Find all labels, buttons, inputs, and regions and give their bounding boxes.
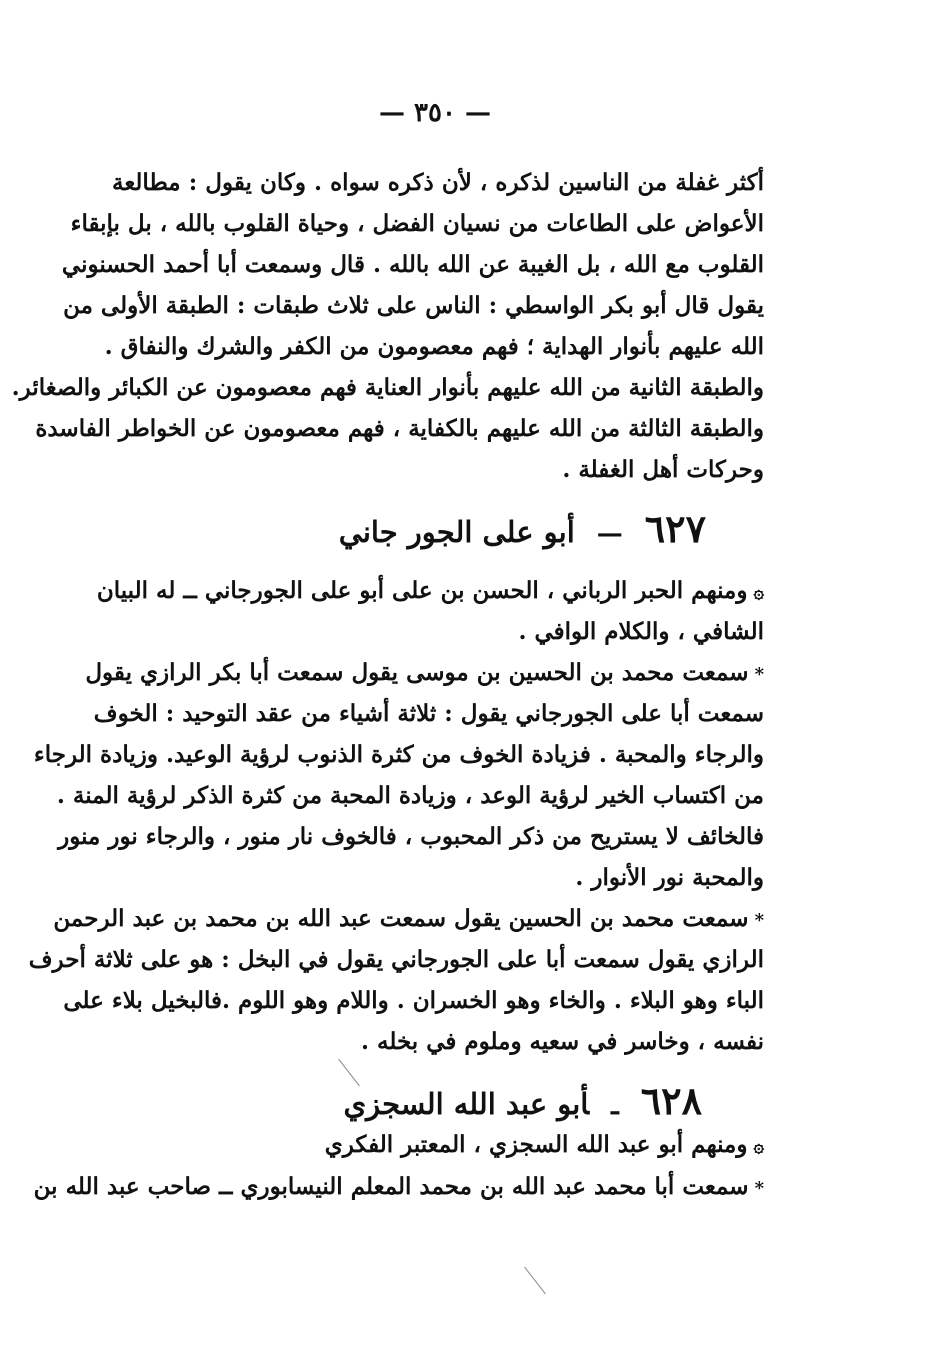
asterisk-icon: * — [754, 910, 764, 931]
section-dash: — — [596, 519, 623, 549]
section-heading-628 — [343, 1078, 702, 1123]
text-line-content: ومنهم الحبر الرباني ، الحسن بن على أبو على الجورجاني ــ له البيان — [96, 577, 748, 604]
paragraph-1 — [11, 162, 764, 490]
text-line: والرجاء والمحبة . فزيادة الخوف من كثرة الذنوب لرؤية الوعيد. وزيادة الرجاء — [33, 741, 764, 768]
text-line: والمحبة نور الأنوار . — [575, 864, 764, 891]
asterisk-icon: * — [754, 664, 764, 685]
text-line-content: ومنهم أبو عبد الله السجزي ، المعتبر الفكري — [324, 1131, 748, 1158]
text-line: وحركات أهل الغفلة . — [562, 456, 764, 483]
section-title: أبو عبد الله السجزي — [343, 1087, 590, 1121]
text-line — [112, 1124, 764, 1165]
text-line: أكثر غفلة من الناسين لذكره ، لأن ذكره سواه . وكان يقول : مطالعة — [112, 169, 764, 196]
paragraph-ornament-icon: ۞ — [753, 1136, 764, 1157]
paragraph-4 — [28, 898, 764, 1062]
paragraph-2 — [96, 570, 764, 652]
text-line — [53, 898, 764, 939]
paragraph-5 — [112, 1124, 764, 1165]
text-line: والطبقة الثانية من الله عليهم بأنوار العناية فهم معصومون عن الكبائر والصغائر. — [11, 374, 764, 401]
text-line-content: سمعت محمد بن الحسين بن موسى يقول سمعت أبا بكر الرازي يقول — [85, 659, 749, 686]
text-line: الشافي ، والكلام الوافي . — [518, 618, 764, 645]
text-line: القلوب مع الله ، بل الغيبة عن الله بالله . قال وسمعت أبا أحمد الحسنوني — [61, 251, 764, 278]
text-line: الباء وهو البلاء . والخاء وهو الخسران . واللام وهو اللوم .فالبخيل بلاء على — [63, 987, 764, 1014]
page-number: — ٣٥٠ — — [378, 98, 492, 128]
section-heading-627 — [339, 506, 706, 551]
text-line: من اكتساب الخير لرؤية الوعد ، وزيادة المحبة من كثرة الذكر لرؤية المنة . — [56, 782, 764, 809]
text-line: والطبقة الثالثة من الله عليهم بالكفاية ، فهم معصومون عن الخواطر الفاسدة — [35, 415, 764, 442]
scan-mark — [524, 1267, 546, 1294]
section-dash: ـ — [611, 1091, 619, 1121]
text-line: سمعت أبا على الجورجاني يقول : ثلاثة أشياء من عقد التوحيد : الخوف — [93, 700, 764, 727]
section-number: ٦٢٨ — [640, 1078, 702, 1123]
text-line — [96, 570, 764, 611]
text-line: الرازي يقول سمعت أبا على الجورجاني يقول في البخل : هو على ثلاثة أحرف — [28, 946, 764, 973]
section-title: أبو على الجور جاني — [338, 515, 575, 549]
text-line: فالخائف لا يستريح من ذكر المحبوب ، فالخوف نار منور ، والرجاء نور منور — [58, 823, 764, 850]
text-line-content: سمعت محمد بن الحسين يقول سمعت عبد الله بن محمد بن عبد الرحمن — [53, 905, 749, 932]
text-line: الله عليهم بأنوار الهداية ؛ فهم معصومون من الكفر والشرك والنفاق . — [104, 333, 764, 360]
paragraph-6 — [33, 1166, 764, 1207]
text-line: نفسه ، وخاسر في سعيه وملوم في بخله . — [361, 1028, 764, 1055]
text-line-content: سمعت أبا محمد عبد الله بن محمد المعلم النيسابوري ــ صاحب عبد الله بن — [33, 1173, 749, 1200]
text-line: الأعواض على الطاعات من نسيان الفضل ، وحياة القلوب بالله ، بل بإبقاء — [70, 210, 764, 237]
text-line: يقول قال أبو بكر الواسطي : الناس على ثلاث طبقات : الطبقة الأولى من — [63, 292, 764, 319]
paragraph-3 — [33, 652, 764, 898]
text-line — [85, 652, 764, 693]
paragraph-ornament-icon: ۞ — [753, 582, 764, 603]
asterisk-icon: * — [754, 1178, 764, 1199]
text-line — [33, 1166, 764, 1207]
section-number: ٦٢٧ — [644, 506, 706, 551]
